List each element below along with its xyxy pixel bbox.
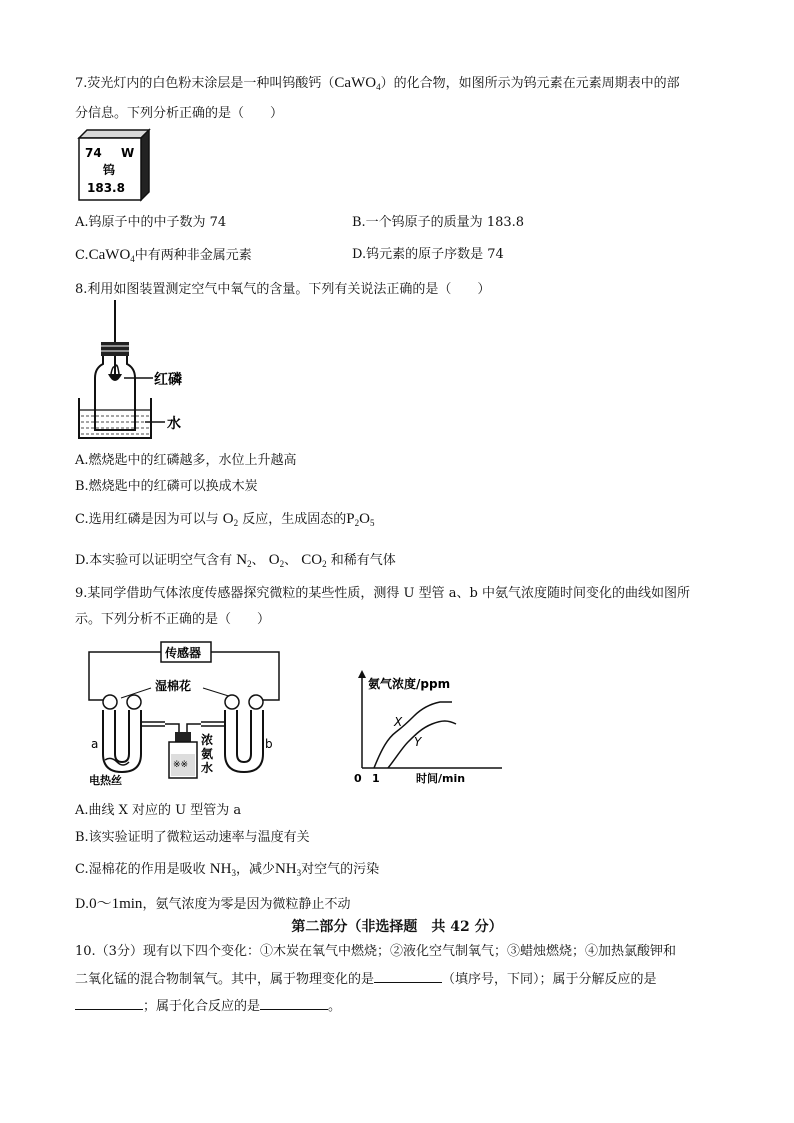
q9-optc-nh3-2 (275, 861, 301, 877)
label-heater: 电热丝 (89, 774, 122, 786)
q8-optc-text-b: 反应，生成固态的 (242, 512, 347, 527)
answer-blank-physical[interactable] (374, 970, 442, 983)
card-element-name: 钨 (103, 163, 116, 177)
q8-optd-text-b: 和稀有气体 (330, 553, 396, 568)
label-sensor: 传感器 (165, 646, 202, 660)
q8-optd-nsub: 2 (247, 559, 252, 569)
liquid-pattern: ※※ (173, 760, 189, 770)
curve-y-label: Y (414, 735, 422, 749)
q8-optc-o2sub: 5 (369, 518, 375, 528)
q7-line2: 分信息。下列分析正确的是（ ） (75, 106, 284, 121)
q9-optc-text-a: C.湿棉花的作用是吸收 (75, 862, 206, 877)
q9-optc-nhsub-1: 3 (231, 868, 236, 878)
q7-formula-main: CaWO (334, 75, 377, 91)
chart-x-label: 时间/min (416, 772, 466, 785)
q8-optc-p: P (346, 511, 355, 527)
probe-left-2 (127, 695, 141, 709)
q8-optd-o: O (268, 552, 280, 568)
q8-optc-o2: O (359, 511, 370, 527)
q8-optc-oxygen (223, 511, 238, 527)
curve-x-label: X (394, 715, 403, 729)
label-ammonia-1: 浓 (201, 733, 214, 747)
q8-optd-o2 (269, 552, 284, 568)
tube-connector-right (201, 722, 225, 726)
q7-option-c (75, 246, 252, 265)
chart-y-arrow (358, 670, 366, 678)
q8-optc-text-a: C.选用红磷是因为可以与 (75, 512, 219, 527)
q8-optd-sep2: 、 (284, 553, 298, 568)
q9-optc-nhsub-2: 3 (296, 868, 302, 878)
label-ammonia-2: 氨 (201, 747, 214, 761)
q7-option-b: B.一个钨原子的质量为 183.8 (352, 215, 525, 230)
q10-text-a: 二氧化锰的混合物制氧气。其中，属于物理变化的是 (75, 972, 375, 987)
q7-text-b: ）的化合物，如图所示为钨元素在元素周期表中的部 (380, 76, 680, 91)
q8-option-c (75, 510, 374, 529)
q7-text-a: 7.荧光灯内的白色粉末涂层是一种叫钨酸钙（ (75, 76, 335, 91)
q9-optd-range: 0～1min (89, 896, 143, 912)
q9-optd-text-b: ，氨气浓度为零是因为微粒静止不动 (142, 897, 351, 912)
q10-text-b: （填序号，下同）；属于分解反应的是 (442, 972, 657, 987)
q10-text-c: ；属于化合反应的是 (143, 999, 261, 1014)
q8-optc-osub: 2 (233, 518, 239, 528)
q9-line2: 示。下列分析不正确的是（ ） (75, 612, 271, 627)
q8-option-a: A.燃烧匙中的红磷越多，水位上升越高 (75, 453, 297, 468)
q9-option-c (75, 860, 379, 879)
q8-optd-n: N (236, 552, 248, 568)
chart-y-label: 氨气浓度/ppm (368, 677, 451, 691)
card-symbol: W (121, 146, 135, 160)
utube-apparatus-figure (75, 636, 305, 786)
label-red-phosphorus: 红磷 (154, 372, 182, 388)
q8-optc-p2o5 (346, 511, 374, 527)
label-a: a (91, 737, 99, 751)
wire-left (89, 652, 161, 700)
q8-optc-psub: 2 (354, 518, 360, 528)
spoon-cup (108, 374, 122, 381)
q8-optd-n2 (236, 552, 251, 568)
answer-blank-combination[interactable] (260, 997, 328, 1010)
q10-line3 (75, 997, 341, 1016)
q7-formula (334, 75, 380, 91)
q7-option-d: D.钨元素的原子序数是 74 (352, 247, 504, 262)
section-2-heading: 第二部分（非选择题 共 42 分） (291, 919, 503, 935)
q7-optc-formula (89, 247, 135, 263)
q9-optc-text-c: 对空气的污染 (301, 862, 380, 877)
bottle-stopper (175, 732, 191, 742)
q9-option-b: B.该实验证明了微粒运动速率与温度有关 (75, 830, 310, 845)
q8-optd-co: CO (301, 552, 323, 568)
q8-optd-cosub: 2 (322, 559, 327, 569)
q10-line1: 10.（3分）现有以下四个变化：①木炭在氧气中燃烧；②液化空气制氧气；③蜡烛燃烧；④加热氯酸钾和 (75, 944, 676, 959)
q7-optc-prefix: C. (75, 248, 89, 263)
tube-connector-left (141, 722, 165, 726)
q7-optc-formula-main: CaWO (88, 247, 131, 263)
q9-option-a: A.曲线 X 对应的 U 型管为 a (75, 803, 242, 818)
label-wet-cotton: 湿棉花 (155, 679, 192, 693)
utube-a-inner (115, 710, 129, 762)
q8-optd-sep1: 、 (251, 553, 265, 568)
card-atomic-mass: 183.8 (87, 181, 125, 195)
q9-optc-text-b: ，减少 (235, 862, 275, 877)
q8-option-b: B.燃烧匙中的红磷可以换成木炭 (75, 479, 258, 494)
q8-optd-text-a: D.本实验可以证明空气含有 (75, 553, 233, 568)
q9-option-d (75, 895, 350, 914)
card-atomic-number: 74 (85, 146, 102, 160)
q9-optc-nh-2: NH (274, 861, 297, 877)
q7-optc-suffix: 中有两种非金属元素 (134, 248, 252, 263)
tube-to-bottle (165, 724, 201, 732)
oxygen-apparatus-figure (75, 298, 205, 440)
q8-optd-co2 (301, 552, 326, 568)
q7-line1 (75, 74, 680, 93)
card-top-face (79, 130, 149, 138)
water-trough (79, 398, 151, 438)
chart-tick-1: 1 (372, 772, 380, 785)
q9-optd-text-a: D. (75, 897, 90, 912)
q10-text-d: 。 (328, 999, 342, 1014)
q8-optd-osub: 2 (279, 559, 285, 569)
utube-b-inner (237, 710, 251, 762)
q10-line2 (75, 970, 657, 989)
probe-left-1 (103, 695, 117, 709)
q9-optc-nh3-1 (210, 861, 236, 877)
q7-option-a: A.钨原子中的中子数为 74 (75, 215, 227, 230)
label-water: 水 (167, 416, 181, 432)
chart-origin-label: 0 (354, 772, 362, 785)
concentration-chart (352, 668, 522, 786)
q8-optc-o: O (222, 511, 234, 527)
probe-right-1 (225, 695, 239, 709)
label-ammonia-3: 水 (201, 761, 214, 775)
q9-line1: 9.某同学借助气体浓度传感器探究微粒的某些性质，测得 U 型管 a、b 中氨气浓度随时间变化的曲线如图所 (75, 586, 690, 601)
element-card-figure (75, 128, 155, 204)
wire-right (211, 652, 279, 700)
q8-option-d (75, 551, 396, 570)
q7-formula-sub: 4 (376, 82, 381, 92)
card-side-face (141, 130, 149, 200)
q8-stem: 8.利用如图装置测定空气中氧气的含量。下列有关说法正确的是（ ） (75, 282, 491, 297)
stopper (101, 342, 129, 356)
label-b: b (265, 737, 273, 751)
curve-x (374, 702, 452, 768)
q7-optc-formula-sub: 4 (130, 254, 135, 264)
probe-right-2 (249, 695, 263, 709)
answer-blank-decomposition[interactable] (75, 997, 143, 1010)
q9-optc-nh-1: NH (209, 861, 232, 877)
